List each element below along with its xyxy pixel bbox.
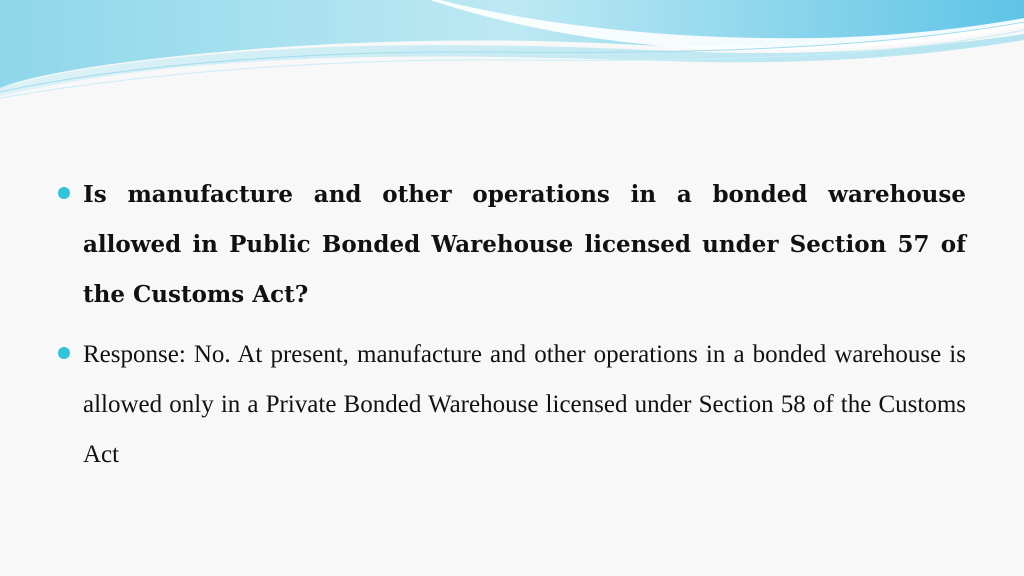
bullet-item-question bbox=[58, 170, 966, 320]
bullet-dot bbox=[58, 347, 70, 359]
response-text: Response: No. At present, manufacture and other operations in a bonded warehouse is allowed only in a Private Bonded Warehouse licensed under Section 58 of the Customs Act bbox=[83, 341, 966, 468]
header-wave-decoration bbox=[0, 0, 1024, 110]
bullet-dot bbox=[58, 187, 70, 199]
question-text: Is manufacture and other operations in a bonded warehouse allowed in Public Bonded Warehouse licensed under Section 57 of the Customs Act? bbox=[83, 181, 966, 308]
bullet-item-response bbox=[58, 330, 966, 480]
bullet-list bbox=[58, 170, 966, 490]
